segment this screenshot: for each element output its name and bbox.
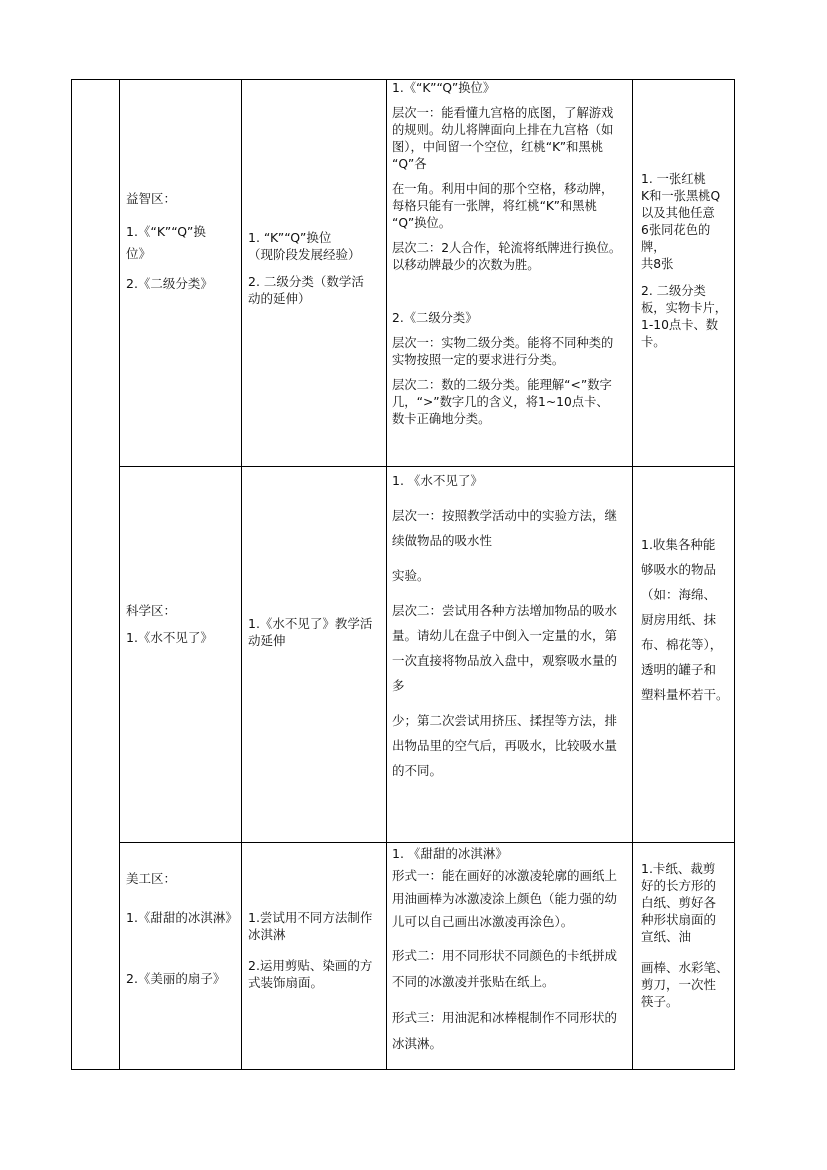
content-paragraph: 层次一：能看懂九宫格的底图，了解游戏 的规则。幼儿将牌面向上排在九宫格（如 图），中间留一个空位，红桃“K”和黑桃 “Q”各 [392, 106, 614, 171]
column-divider-1 [119, 79, 120, 1070]
content-paragraph: 层次二：尝试用各种方法增加物品的吸水 量。请幼儿在盘子中倒入一定量的水，第 一次直接将物品放入盘中，观察吸水量的 多 [392, 603, 618, 693]
experience-item: 2. 二级分类（数学活 动的延伸） [248, 274, 364, 306]
row-divider-1 [119, 466, 735, 467]
content-paragraph: 层次二：数的二级分类。能理解“<”数字 几，“>”数字几的含义，将1~10点卡、 数卡正确地分类。 [392, 378, 612, 426]
row3-materials-cell [641, 860, 733, 1010]
row1-materials-cell [641, 171, 733, 351]
row2-experience-cell [248, 615, 384, 649]
experience-item: 1.《水不见了》教学活 动延伸 [248, 616, 373, 648]
table-border-left [71, 79, 72, 1070]
row2-content-cell [392, 468, 630, 783]
area-title: 美工区： [126, 871, 177, 886]
content-paragraph: 形式三：用油泥和冰棒棍制作不同形状的 冰淇淋。 [392, 1010, 618, 1051]
content-heading: 2.《二级分类》 [392, 311, 478, 325]
content-paragraph: 在一角。利用中间的那个空格，移动牌， 每格只能有一张牌，将红桃“K”和黑桃 “Q”换位。 [392, 182, 614, 230]
column-divider-4 [632, 79, 633, 1070]
area-item: 1.《“K”“Q”换 位》 [126, 224, 206, 261]
content-heading: 1.《“K”“Q”换位》 [392, 81, 496, 95]
content-paragraph: 层次一：实物二级分类。能将不同种类的 实物按照一定的要求进行分类。 [392, 336, 614, 367]
materials-item: 1. 一张红桃 K和一张黑桃Q 以及其他任意 6张同花色的牌， 共8张 [641, 172, 721, 271]
row2-materials-cell [641, 532, 733, 707]
row2-area-cell [126, 602, 238, 646]
area-item: 1.《甜甜的冰淇淋》 [126, 910, 238, 925]
materials-item: 1.收集各种能 够吸水的物品 （如：海绵、 厨房用纸、抹 布、棉花等）， 透明的罐子和 塑料量杯若干。 [641, 537, 729, 702]
content-heading: 1. 《水不见了》 [392, 473, 483, 488]
content-paragraph: 层次二：2人合作，轮流将纸牌进行换位。 以移动牌最少的次数为胜。 [392, 241, 622, 272]
content-paragraph: 少；第二次尝试用挤压、揉捏等方法，排 出物品里的空气后，再吸水，比较吸水量 的不同。 [392, 713, 618, 778]
row1-content-cell [392, 80, 630, 428]
content-paragraph: 形式二：用不同形状不同颜色的卡纸拼成 不同的冰激凌并张贴在纸上。 [392, 948, 618, 989]
materials-item: 2. 二级分类 板，实物卡片， 1-10点卡、数 卡。 [641, 284, 728, 349]
table-border-right [734, 79, 735, 1070]
content-paragraph: 形式一：能在画好的冰激凌轮廓的画纸上 用油画棒为冰激凌涂上颜色（能力强的幼 儿可以自己画出冰激凌再涂色）。 [392, 868, 618, 929]
column-divider-3 [386, 79, 387, 1070]
row3-area-cell [126, 870, 238, 987]
row1-area-cell [126, 190, 238, 292]
materials-item: 1.卡纸、裁剪 好的长方形的 白纸、剪好各 种形状扇面的 宣纸、油 [641, 861, 717, 944]
materials-item: 画棒、水彩笔、 剪刀，一次性 筷子。 [641, 960, 729, 1009]
area-item: 2.《二级分类》 [126, 276, 213, 291]
content-paragraph: 层次一：按照教学活动中的实验方法，继 续做物品的吸水性 [392, 508, 618, 548]
row1-experience-cell [248, 229, 384, 307]
table-border-bottom [71, 1069, 735, 1070]
row-divider-2 [119, 842, 735, 843]
row3-experience-cell [248, 909, 384, 991]
content-heading: 1. 《甜甜的冰淇淋》 [392, 846, 508, 861]
area-item: 1.《水不见了》 [126, 630, 213, 645]
area-item: 2.《美丽的扇子》 [126, 971, 226, 986]
area-title: 益智区： [126, 191, 177, 206]
content-paragraph: 实验。 [392, 568, 430, 583]
area-title: 科学区： [126, 603, 177, 618]
row3-content-cell [392, 844, 630, 1057]
column-divider-2 [241, 79, 242, 1070]
experience-item: 1. “K”“Q”换位 （现阶段发展经验） [248, 230, 361, 262]
experience-item: 2.运用剪贴、染画的方 式装饰扇面。 [248, 958, 373, 990]
experience-item: 1.尝试用不同方法制作 冰淇淋 [248, 910, 373, 942]
